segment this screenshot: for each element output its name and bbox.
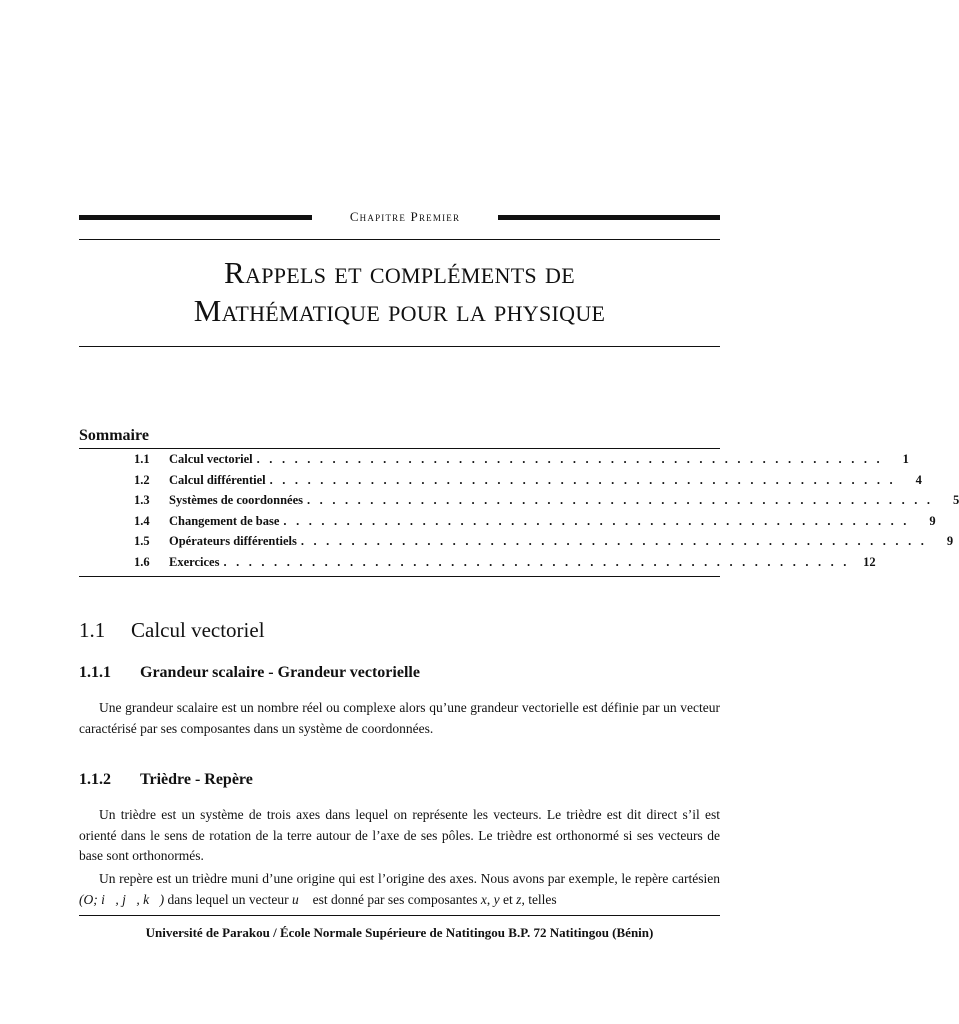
toc-entry[interactable] bbox=[134, 554, 876, 576]
toc-heading: Sommaire bbox=[79, 427, 149, 444]
text-run: Un repère est un trièdre muni d’une origine qui est l’origine des axes. Nous avons par exemple, le repère cartésien bbox=[99, 871, 720, 886]
title-rule-top bbox=[79, 239, 720, 240]
toc-entry-page: 12 bbox=[863, 554, 876, 569]
toc-entry[interactable] bbox=[134, 452, 909, 473]
subsection-title: Trièdre - Repère bbox=[140, 771, 253, 788]
toc-leader-dots: . . . . . . . . . . . . . . . . . . . . . . . . . . . . . . . . . . . . . . . . . . . . . . . . . . bbox=[269, 472, 896, 487]
toc-entry-title: Calcul vectoriel bbox=[169, 452, 253, 466]
toc-entry-title: Changement de base bbox=[169, 513, 280, 528]
chapter-title-line2: Mathématique pour la physique bbox=[193, 293, 606, 328]
math-x: x bbox=[480, 891, 487, 907]
math-y: y bbox=[493, 891, 500, 907]
toc-entry-page: 4 bbox=[915, 472, 922, 487]
section-title: Calcul vectoriel bbox=[131, 618, 265, 642]
toc-leader-dots: . . . . . . . . . . . . . . . . . . . . . . . . . . . . . . . . . . . . . . . . . . . . . . . . . . bbox=[300, 534, 928, 549]
chapter-rule-left bbox=[79, 215, 312, 220]
paragraph-repere: Un repère est un trièdre muni d’une origine qui est l’origine des axes. Nous avons par exemple, le repère cartésien (O; i⃗, j⃗, k⃗) dans lequel un vecteur u⃗ est donné par ses composantes x, y et z, telles bbox=[79, 871, 720, 907]
chapter-label: Chapitre Premier bbox=[349, 209, 461, 224]
toc-entry-title: Systèmes de coordonnées bbox=[169, 493, 304, 508]
chapter-title-line1: Rappels et compléments de bbox=[224, 255, 575, 290]
section-heading bbox=[79, 618, 265, 643]
toc-entry-title: Opérateurs différentiels bbox=[169, 534, 297, 549]
subsection-heading-1 bbox=[79, 664, 420, 682]
text-run: est donné par ses composantes bbox=[312, 891, 478, 907]
chapter-rule-right bbox=[498, 215, 720, 220]
toc-leader-dots: . . . . . . . . . . . . . . . . . . . . . . . . . . . . . . . . . . . . . . . . . . . . . . . . . . bbox=[283, 513, 910, 528]
toc-entry-title: Calcul différentiel bbox=[169, 472, 266, 487]
toc-entry[interactable] bbox=[134, 472, 922, 494]
toc-entry[interactable] bbox=[134, 534, 954, 555]
toc-entry[interactable] bbox=[134, 513, 936, 535]
toc-entry-page: 9 bbox=[929, 513, 936, 528]
toc-entry-number: 1.3 bbox=[134, 493, 150, 508]
toc-entry-page: 1 bbox=[902, 452, 909, 466]
math-z: z bbox=[516, 891, 522, 907]
page-footer: Université de Parakou / École Normale Supérieure de Natitingou B.P. 72 Natitingou (Bénin) bbox=[145, 925, 654, 940]
text-run: , telles bbox=[521, 891, 557, 907]
footer-rule bbox=[79, 915, 720, 916]
toc-entry-page: 5 bbox=[952, 493, 959, 508]
paragraph-triedre: Un trièdre est un système de trois axes dans lequel on représente les vecteurs. Le trièdre est dit direct s’il est orienté dans le sens de rotation de la terre autour de l’axe de ses pôles. Le trièdre est orthonormé si ses vecteurs de base sont orthonormés. bbox=[79, 807, 720, 864]
subsection-number: 1.1.2 bbox=[79, 771, 111, 788]
toc-entry-number: 1.6 bbox=[134, 554, 150, 569]
math-vector-u: u⃗ bbox=[291, 891, 310, 907]
toc-leader-dots: . . . . . . . . . . . . . . . . . . . . . . . . . . . . . . . . . . . . . . . . . . . . . . . . . . bbox=[223, 554, 850, 569]
chapter-title bbox=[79, 254, 720, 330]
chapter-header bbox=[79, 209, 720, 225]
toc-leader-dots: . . . . . . . . . . . . . . . . . . . . . . . . . . . . . . . . . . . . . . . . . . . . . . . . . . bbox=[307, 493, 934, 508]
toc-entry[interactable] bbox=[134, 493, 959, 514]
toc-entry-number: 1.1 bbox=[134, 452, 150, 466]
section-number: 1.1 bbox=[79, 618, 106, 642]
toc-rule-top bbox=[79, 448, 720, 449]
title-rule-bottom bbox=[79, 346, 720, 347]
toc-entry-number: 1.4 bbox=[134, 513, 150, 528]
toc-rule-bottom bbox=[79, 576, 720, 577]
text-run: dans lequel un vecteur bbox=[167, 891, 289, 907]
subsection-heading-2 bbox=[79, 771, 253, 789]
toc-leader-dots: . . . . . . . . . . . . . . . . . . . . . . . . . . . . . . . . . . . . . . . . . . . . . . . . . . bbox=[256, 452, 883, 466]
table-of-contents bbox=[134, 452, 959, 576]
subsection-number: 1.1.1 bbox=[79, 664, 111, 681]
subsection-title: Grandeur scalaire - Grandeur vectorielle bbox=[140, 664, 420, 681]
toc-entry-title: Exercices bbox=[169, 554, 220, 569]
paragraph-scalaire: Une grandeur scalaire est un nombre réel ou complexe alors qu’une grandeur vectorielle est définie par un vecteur caractérisé par ses composantes dans un système de coordonnées. bbox=[79, 700, 720, 736]
toc-entry-number: 1.5 bbox=[134, 534, 150, 549]
math-frame: (O; i⃗, j⃗, k⃗) bbox=[79, 891, 165, 907]
text-run: et bbox=[503, 891, 513, 907]
toc-entry-number: 1.2 bbox=[134, 472, 150, 487]
toc-entry-page: 9 bbox=[946, 534, 954, 549]
